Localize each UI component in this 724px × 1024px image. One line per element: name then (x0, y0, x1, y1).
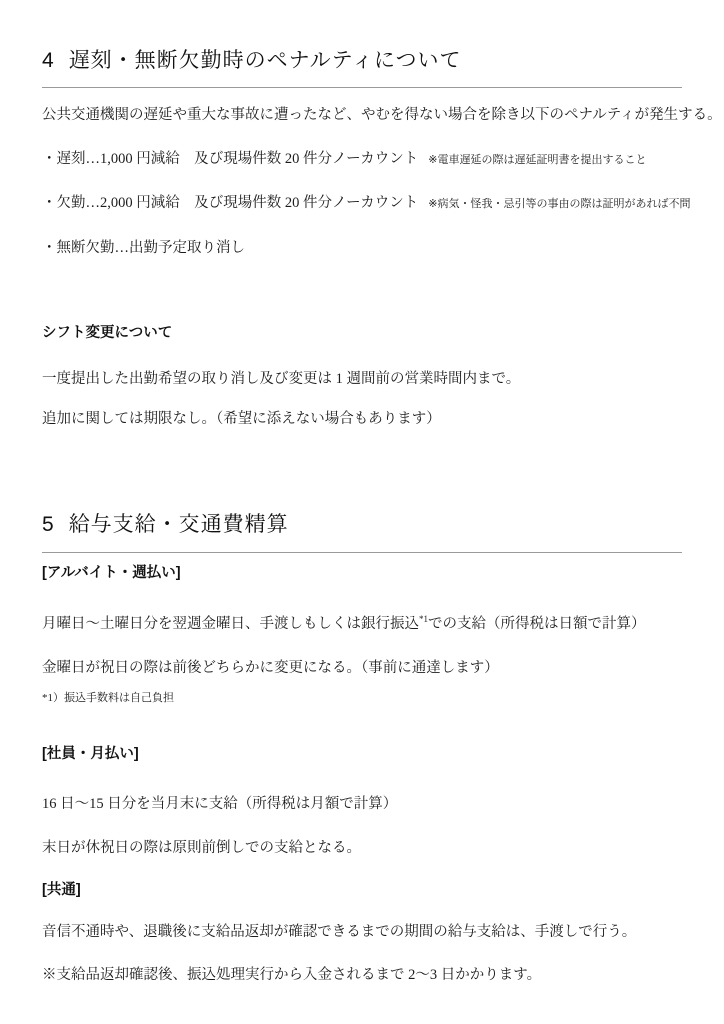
monthly-pay-line-1: 16 日～15 日分を当月末に支給（所得税は月額で計算） (42, 796, 398, 812)
penalty-item-late (42, 150, 682, 169)
section-5-heading (42, 512, 682, 538)
footnote-reference-mark: *1 (419, 614, 428, 625)
parttime-pay-line-2: 金曜日が祝日の際は前後どちらかに変更になる。（事前に通達します） (42, 660, 499, 676)
transfer-fee-footnote: *1）振込手数料は自己負担 (42, 692, 174, 704)
penalty-late-text: ・遅刻…1,000 円減給 及び現場件数 20 件分ノーカウント (42, 151, 419, 167)
section-5-number: 5 (42, 513, 55, 536)
penalty-absence-text: ・欠勤…2,000 円減給 及び現場件数 20 件分ノーカウント (42, 195, 419, 211)
section-4-intro: 公共交通機関の遅延や重大な事故に遭ったなど、やむを得ない場合を除き以下のペナルティが発生する。 (42, 107, 722, 123)
section-4-heading (42, 48, 682, 74)
section-5-divider (42, 552, 682, 553)
parttime-weekly-subheading: [アルバイト・週払い] (42, 565, 181, 581)
shift-change-subheading: シフト変更について (42, 325, 173, 341)
section-4-divider (42, 87, 682, 88)
penalty-noshow-text: ・無断欠勤…出勤予定取り消し (42, 240, 245, 256)
employee-monthly-subheading: [社員・月払い] (42, 746, 139, 762)
shift-rule-line-2: 追加に関しては期限なし。（希望に添えない場合もあります） (42, 411, 441, 427)
penalty-item-absence (42, 194, 691, 213)
parttime-pay-line-1-after: での支給（所得税は日額で計算） (428, 616, 646, 632)
section-4-title: 遅刻・無断欠勤時のペナルティについて (68, 49, 462, 72)
shift-rule-line-1: 一度提出した出勤希望の取り消し及び変更は 1 週間前の営業時間内まで。 (42, 371, 521, 387)
section-5-title: 給与支給・交通費精算 (68, 513, 289, 536)
common-subheading: [共通] (42, 882, 81, 898)
parttime-pay-line-1 (42, 615, 682, 633)
penalty-item-noshow (42, 239, 682, 257)
monthly-pay-line-2: 末日が休祝日の際は原則前倒しでの支給となる。 (42, 840, 361, 856)
parttime-pay-line-1-before: 月曜日～土曜日分を翌週金曜日、手渡しもしくは銀行振込 (42, 616, 419, 632)
penalty-absence-note: ※病気・怪我・忌引等の事由の際は証明があれば不問 (428, 198, 691, 210)
section-4-number: 4 (42, 49, 55, 72)
common-pay-line-2: ※支給品返却確認後、振込処理実行から入金されるまで 2～3 日かかります。 (42, 967, 542, 983)
common-pay-line-1: 音信不通時や、退職後に支給品返却が確認できるまでの期間の給与支給は、手渡しで行う。 (42, 924, 637, 940)
penalty-late-note: ※電車遅延の際は遅延証明書を提出すること (428, 154, 647, 166)
